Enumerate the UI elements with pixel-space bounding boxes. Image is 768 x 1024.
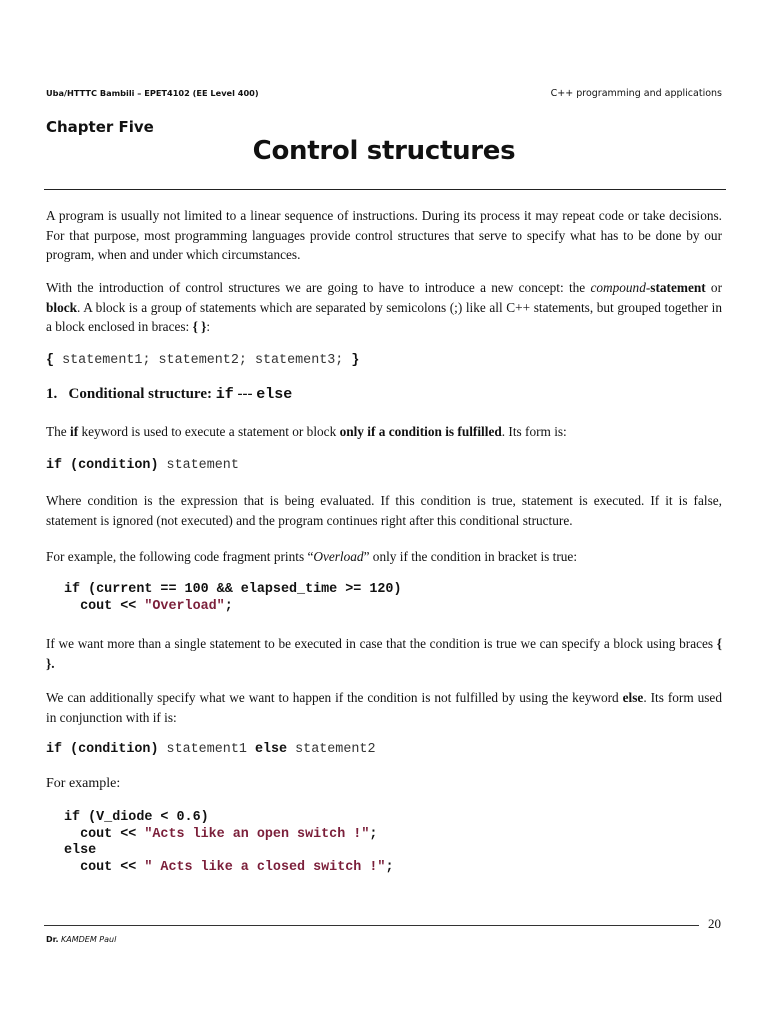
- footer-author: Dr. KAMDEM Paul: [46, 935, 117, 944]
- title-divider: [44, 189, 726, 190]
- chapter-label: Chapter Five: [46, 118, 154, 136]
- paragraph-example-intro: For example, the following code fragment prints “Overload” only if the condition in bracket is true:: [46, 549, 578, 564]
- code-block-syntax: { statement1; statement2; statement3; }: [46, 353, 360, 368]
- page-header: [46, 88, 722, 102]
- code-if-form: if (condition) statement: [46, 458, 239, 473]
- paragraph-for-example: For example:: [46, 776, 121, 791]
- paragraph-else-keyword: We can additionally specify what we want to happen if the condition is not fulfilled by using the keyword else. Its form used in conjunction with if is:: [46, 690, 722, 725]
- code-example-diode: if (V_diode < 0.6) cout << "Acts like an open switch !"; else cout << " Acts like a closed switch !";: [64, 810, 394, 875]
- page-number: 20: [708, 916, 721, 931]
- paragraph-intro: A program is usually not limited to a linear sequence of instructions. During its process it may repeat code or take decisions. For that purpose, most programming languages provide control structures that serve to specify what has to be done by our program, when and under which circumstances.: [46, 208, 722, 262]
- paragraph-if-keyword: The if keyword is used to execute a statement or block only if a condition is fulfilled. Its form is:: [46, 424, 567, 439]
- header-right: C++ programming and applications: [550, 88, 722, 99]
- code-if-else-form: if (condition) statement1 else statement2: [46, 742, 376, 757]
- section-heading-if-else: 1. Conditional structure: if --- else: [46, 386, 293, 403]
- paragraph-compound-statement: With the introduction of control structures we are going to have to introduce a new concept: the compound-statement or block. A block is a group of statements which are separated by semicolons (;) like all C++ statements, but grouped together in a block enclosed in braces: { }:: [46, 280, 723, 334]
- footer-divider: [44, 925, 699, 926]
- paragraph-block-braces: If we want more than a single statement to be executed in case that the condition is true we can specify a block using braces { }.: [46, 636, 722, 671]
- header-left: Uba/HTTTC Bambili – EPET4102 (EE Level 400): [46, 88, 259, 98]
- code-example-overload: if (current == 100 && elapsed_time >= 120) cout << "Overload";: [64, 582, 402, 614]
- page-title: Control structures: [252, 136, 516, 166]
- paragraph-condition-explained: Where condition is the expression that is being evaluated. If this condition is true, statement is executed. If it is false, statement is ignored (not executed) and the program continues right after this conditional structure.: [46, 493, 722, 528]
